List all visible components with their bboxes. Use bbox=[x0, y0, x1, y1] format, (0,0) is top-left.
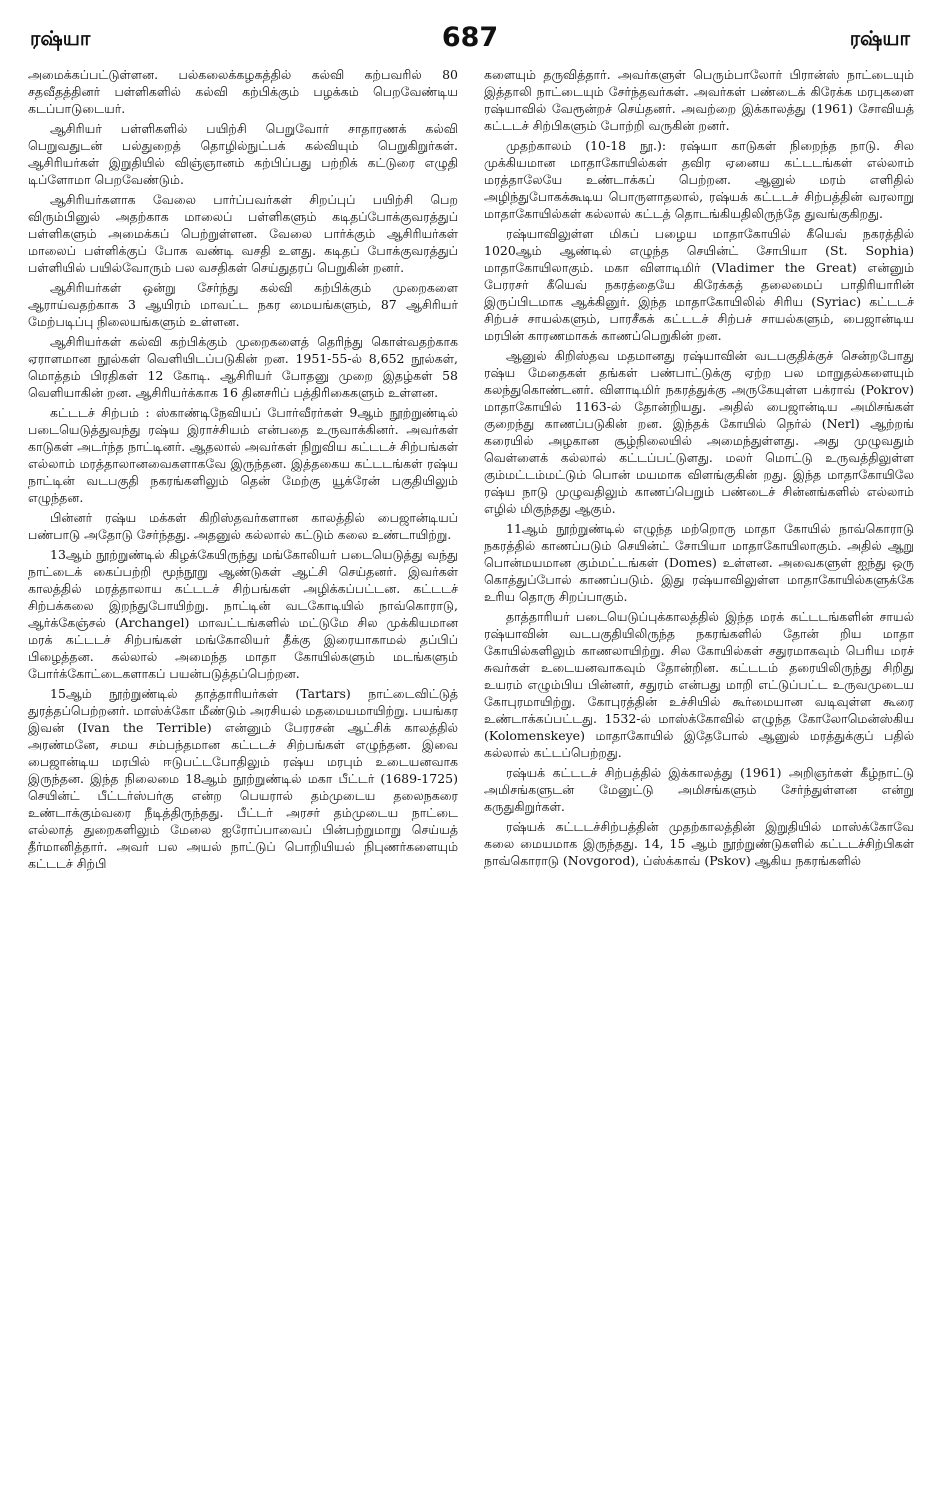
page-number: 687 bbox=[441, 22, 499, 53]
section-paragraph: கட்டடச் சிற்பம் : ஸ்காண்டிநேவியப் போர்வீரர்கள் 9ஆம் நூற்றுண்டில் படையெடுத்துவந்து ரஷ்ய இராச்சியம் என்பதை உருவாக்கினர். அவர்கள் காடுகள் அடர்ந்த நாட்டினர். ஆதலால் அவர்கள் நிறுவிய கட்டடச் சிற்பங்கள் எல்லாம் மரத்தாலானவைகளாகவே இருந்தன. இத்தகைய கட்டடங்கள் ரஷ்ய நாட்டின் வடபகுதி நகரங்களிலும் தென் மேற்கு யூக்ரேன் பகுதியிலும் எழுந்தன. bbox=[28, 405, 458, 505]
paragraph: ஆசிரியர்களாக வேலை பார்ப்பவர்கள் சிறப்புப் பயிற்சி பெற விரும்பினுல் அதற்காக மாலைப் பள்ளிகளும் கடிதப்போக்குவரத்துப் பள்ளிகளும் அமைக்கப் பெற்றுள்ளன. வேலை பார்க்கும் ஆசிரியர்கள் மாலைப் பள்ளிக்குப் போக வண்டி வசதி உளது. கடிதப் போக்குவரத்துப் பள்ளியில் பயில்வோரும் பல வசதிகள் செய்துதரப் பெறுகின் றனர். bbox=[28, 192, 458, 275]
paragraph: ஆசிரியர் பள்ளிகளில் பயிற்சி பெறுவோர் சாதாரணக் கல்வி பெறுவதுடன் பல்துறைத் தொழில்நுட்பக் கல்வியும் பெறுகிறுர்கள். ஆசிரியர்கள் இறுதியில் விஞ்ஞானம் கற்பிப்பது பற்றிக் கட்டுரை எழுதி டிப்ளோமா பெறவேண்டும். bbox=[28, 121, 458, 187]
paragraph: 13ஆம் நூற்றுண்டில் கிழக்கேயிருந்து மங்கோலியர் படையெடுத்து வந்து நாட்டைக் கைப்பற்றி மூந்நூறு ஆண்டுகள் ஆட்சி செய்தனர். இவர்கள் காலத்தில் மரத்தாலாய கட்டடச் சிற்பங்கள் அழிக்கப்பட்டன. கட்டடச் சிற்பக்கலை இறந்துபோயிற்று. நாட்டின் வடகோடியில் நாவ்கொராடு, ஆர்க்கேஞ்சல் (Archangel) மாவட்டங்களில் மட்டுமே சில முக்கியமான மரக் கட்டடச் சிற்பங்கள் மங்கோலியர் தீக்கு இரையாகாமல் தப்பிப் பிழைத்தன. கல்லால் அமைந்த மாதா கோயில்களும் மடங்களும் போர்க்கோட்டைகளாகப் பயன்படுத்தப்பெற்றன. bbox=[28, 547, 458, 681]
running-header-right: ரஷ்யா bbox=[849, 26, 910, 50]
paragraph: ரஷ்யக் கட்டடச் சிற்பத்தில் இக்காலத்து (1961) அறிஞர்கள் கீழ்நாட்டு அமிசங்களுடன் மேனுட்டு அமிசங்களும் சேர்ந்துள்ளன என்று கருதுகிறுர்கள். bbox=[484, 765, 914, 814]
section-paragraph: முதற்காலம் (10-18 நூ.): ரஷ்யா காடுகள் நிறைந்த நாடு. சில முக்கியமான மாதாகோயில்கள் தவிர ஏனைய கட்டடங்கள் எல்லாம் மரத்தாலேயே உண்டாக்கப் பெற்றன. ஆனுல் மரம் எளிதில் அழிந்துபோகக்கூடிய பொருளாதலால், ரஷ்யக் கட்டடச் சிற்பத்தின் வரலாறு மாதாகோயில்கள் கல்லால் கட்டத் தொடங்கியதிலிருந்தே துவங்குகிறது. bbox=[484, 138, 914, 221]
paragraph: பின்னர் ரஷ்ய மக்கள் கிறிஸ்தவர்களான காலத்தில் பைஜான்டியப் பண்பாடு அதோடு சேர்ந்தது. அதனுல் கல்லால் கட்டும் கலை உண்டாயிற்று. bbox=[28, 510, 458, 542]
left-column bbox=[28, 66, 458, 1476]
paragraph: 15ஆம் நூற்றுண்டில் தாத்தாரியர்கள் (Tartars) நாட்டைவிட்டுத் துரத்தப்பெற்றனர். மாஸ்க்கோ மீண்டும் அரசியல் மதமையமாயிற்று. பயங்கர இவன் (Ivan the Terrible) என்னும் பேரரசன் ஆட்சிக் காலத்தில் அரண்மனே, சமய சம்பந்தமான கட்டடச் சிற்பங்கள் எழுந்தன. இவை பைஜான்டிய மரபில் ஈடுபட்டபோதிலும் ரஷ்ய மரபும் உடையனவாக இருந்தன. இந்த நிலைமை 18ஆம் நூற்றுண்டில் மகா பீட்டர் (1689-1725) செயின்ட் பீட்டர்ஸ்பர்கு என்ற பெயரால் தம்முடைய தலைநகரை உண்டாக்கும்வரை நீடித்திருந்தது. பீட்டர் அரசர் தம்முடைய நாட்டை எல்லாத் துறைகளிலும் மேலை ஐரோப்பாவைப் பின்பற்றுமாறு செய்யத் தீர்மானித்தார். அவர் பல அயல் நாட்டுப் பொறியியல் நிபுணர்களையும் கட்டடச் சிற்பி bbox=[28, 686, 458, 871]
paragraph: ஆசிரியர்கள் ஒன்று சேர்ந்து கல்வி கற்பிக்கும் முறைகளை ஆராய்வதற்காக 3 ஆயிரம் மாவட்ட நகர மையங்களும், 87 ஆசிரியர் மேற்படிப்பு நிலையங்களும் உள்ளன. bbox=[28, 280, 458, 329]
paragraph: ஆனுல் கிறிஸ்தவ மதமானது ரஷ்யாவின் வடபகுதிக்குச் சென்றபோது ரஷ்ய மேதைகள் தங்கள் பண்பாட்டுக்கு ஏற்ற பல மாறுதல்களையும் கலந்துகொண்டனர். விளாடிமிர் நகரத்துக்கு அருகேயுள்ள பக்ராவ் (Pokrov) மாதாகோயில் 1163-ல் தோன்றியது. அதில் பைஜான்டிய அமிசங்கள் குறைந்து காணப்படுகின் றன. இந்தக் கோயில் நெர்ல் (Nerl) ஆற்றங் கரையில் அழகான சூழ்நிலையில் அமைந்துள்ளது. அது முழுவதும் வெள்ளைக் கல்லால் கட்டப்பட்டுளது. மலர் மொட்டு உருவத்திலுள்ள கும்மட்டம்மட்டும் பொன் மயமாக விளங்குகின் றது. இந்த மாதாகோயிலே ரஷ்ய நாடு முழுவதிலும் காணப்பெறும் பண்டைச் சின்னங்களில் எல்லாம் எழில் மிகுந்தது ஆகும். bbox=[484, 348, 914, 516]
paragraph: 11ஆம் நூற்றுண்டில் எழுந்த மற்றொரு மாதா கோயில் நாவ்கொராடு நகரத்தில் காணப்படும் செயின்ட் சோபியா மாதாகோயிலாகும். அதில் ஆறு பொன்மயமான கும்மட்டங்கள் (Domes) உள்ளன. அவைகளுள் ஐந்து ஒரு கொத்துப்போல் காணப்படும். இது ரஷ்யாவிலுள்ள மாதாகோயில்களுக்கே உரிய தொரு சிறப்பாகும். bbox=[484, 521, 914, 604]
running-header-left: ரஷ்யா bbox=[30, 26, 91, 50]
paragraph: களையும் தருவித்தார். அவர்களுள் பெரும்பாலோர் பிரான்ஸ் நாட்டையும் இத்தாலி நாட்டையும் சேர்ந்தவர்கள். அவர்கள் பண்டைக் கிரேக்க மரபுகளை ரஷ்யாவில் வேரூன்றச் செய்தனர். அவற்றை இக்காலத்து (1961) சோவியத் கட்டடச் சிற்பிகளும் போற்றி வருகின் றனர். bbox=[484, 67, 914, 133]
paragraph: ரஷ்யாவிலுள்ள மிகப் பழைய மாதாகோயில் கீயெவ் நகரத்தில் 1020ஆம் ஆண்டில் எழுந்த செயின்ட் சோபியா (St. Sophia) மாதாகோயிலாகும். மகா விளாடிமிர் (Vladimer the Great) என்னும் பேரரசர் கீயெவ் நகரத்தையே கிரேக்கத் தலைமைப் பாதிரியாரின் இருப்பிடமாக ஆக்கினுர். இந்த மாதாகோயிலில் சிரிய (Syriac) கட்டடச் சிற்பச் சாயல்களும், பாரசீகக் கட்டடச் சிற்பச் சாயல்களும், பைஜான்டிய மரபின் காரணமாகக் காணப்பெறுகின் றன. bbox=[484, 226, 914, 343]
paragraph: ஆசிரியர்கள் கல்வி கற்பிக்கும் முறைகளைத் தெரிந்து கொள்வதற்காக ஏராளமான நூல்கள் வெளியிடப்படுகின் றன. 1951-55-ல் 8,652 நூல்கள், மொத்தம் பிரதிகள் 12 கோடி. ஆசிரியர் போதனு முறை இதழ்கள் 58 வெளியாகின் றன. ஆசிரியர்க்காக 16 தினசரிப் பத்திரிகைகளும் உள்ளன. bbox=[28, 334, 458, 400]
paragraph: அமைக்கப்பட்டுள்ளன. பல்கலைக்கழகத்தில் கல்வி கற்பவரில் 80 சதவீதத்தினர் பள்ளிகளில் கல்வி கற்பிக்கும் பழக்கம் பெறவேண்டிய கடப்பாடுடையர். bbox=[28, 67, 458, 116]
paragraph: தாத்தாரியர் படையெடுப்புக்காலத்தில் இந்த மரக் கட்டடங்களின் சாயல் ரஷ்யாவின் வடபகுதியிலிருந்த நகரங்களில் தோன் றிய மாதா கோயில்களிலும் காணலாயிற்று. சில கோயில்கள் சதுரமாகவும் பெரிய மரச் சுவர்கள் உடையனவாகவும் தோன்றின. கட்டடம் தரையிலிருந்து சிறிது உயரம் எழும்பிய பின்னர், சதுரம் என்பது மாறி எட்டுப்பட்ட உருவமுடைய கோபுரமாயிற்று. கோபுரத்தின் உச்சியில் கூர்மையான வடிவுள்ள கூரை உண்டாக்கப்பட்டது. 1532-ல் மாஸ்க்கோவில் எழுந்த கோலோமென்ஸ்கிய (Kolomenskeye) மாதாகோயில் இதேபோல் ஆனுல் மரத்துக்குப் பதில் கல்லால் கட்டப்பெற்றது. bbox=[484, 609, 914, 760]
right-column bbox=[484, 66, 914, 1476]
paragraph: ரஷ்யக் கட்டடச்சிற்பத்தின் முதற்காலத்தின் இறுதியில் மாஸ்க்கோவே கலை மையமாக இருந்தது. 14, 15 ஆம் நூற்றுண்டுகளில் கட்டடச்சிற்பிகள் நாவ்கொராடு (Novgorod), ப்ஸ்க்காவ் (Pskov) ஆகிய நகரங்களில் bbox=[484, 819, 914, 868]
